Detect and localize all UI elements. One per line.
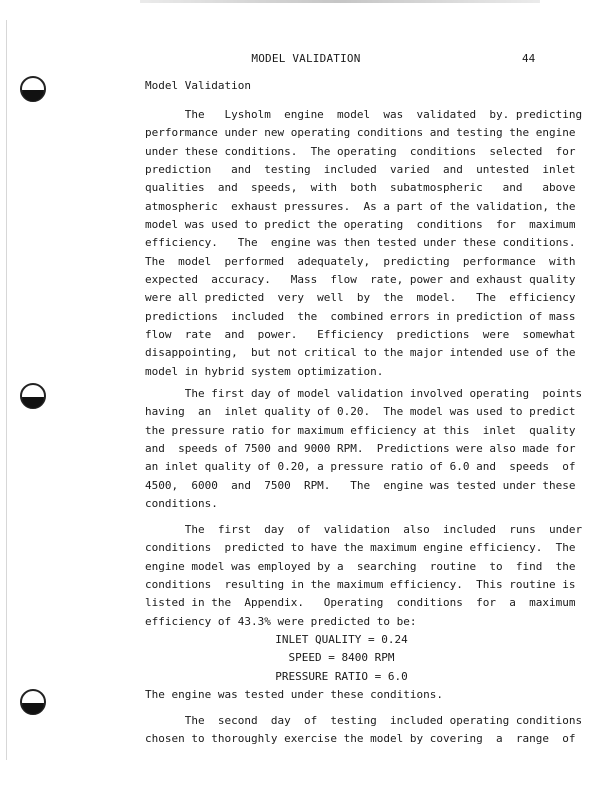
paragraph-line: model was used to predict the operating conditions for maximum (145, 218, 576, 232)
paragraph-line: engine model was employed by a searching routine to find the (145, 559, 576, 573)
binder-hole-bottom (20, 689, 46, 715)
paragraph-line: The Lysholm engine model was validated by. predicting (145, 108, 583, 121)
paragraph-line: performance under new operating conditions and testing the engine (145, 126, 576, 140)
paragraph-line: an inlet quality of 0.20, a pressure ratio of 6.0 and speeds of (145, 460, 576, 474)
paragraph-line: 4500, 6000 and 7500 RPM. The engine was tested under these (145, 478, 576, 492)
paragraph-line: The second day of testing included operating conditions (145, 714, 583, 727)
running-title: MODEL VALIDATION (251, 52, 361, 65)
paragraph-4 (145, 712, 583, 749)
paragraph-line: The first day of validation also included runs under (145, 523, 583, 536)
section-heading: Model Validation (145, 79, 251, 92)
paragraph-line: The model performed adequately, predicting performance with (145, 254, 576, 268)
paragraph-line: listed in the Appendix. Operating conditions for a maximum (145, 596, 576, 610)
paragraph-line: the pressure ratio for maximum efficiency at this inlet quality (145, 423, 576, 437)
paragraph-line: prediction and testing included varied and untested inlet (145, 163, 576, 177)
paragraph-2 (145, 385, 583, 513)
binder-edge (6, 20, 7, 760)
paragraph-line: qualities and speeds, with both subatmospheric and above (145, 181, 576, 195)
paragraph-line: model in hybrid system optimization. (145, 364, 384, 378)
paragraph-line: efficiency. The engine was then tested under these conditions. (145, 236, 576, 250)
paragraph-line: disappointing, but not critical to the major intended use of the (145, 346, 576, 360)
predicted-speed: SPEED = 8400 RPM (288, 651, 395, 665)
paragraph-3 (145, 521, 583, 704)
paragraph-line: and speeds of 7500 and 9000 RPM. Predictions were also made for (145, 442, 576, 456)
paragraph-line: conditions. (145, 497, 218, 511)
paragraph-line: predictions included the combined errors in prediction of mass (145, 309, 576, 323)
paragraph-line: having an inlet quality of 0.20. The model was used to predict (145, 405, 576, 419)
paragraph-line: flow rate and power. Efficiency predictions were somewhat (145, 328, 576, 342)
scan-artifact-top (140, 0, 540, 3)
page-number: 44 (522, 52, 536, 65)
paragraph-line: were all predicted very well by the model. The efficiency (145, 291, 576, 305)
paragraph-line: conditions resulting in the maximum efficiency. This routine is (145, 578, 576, 592)
paragraph-line: efficiency of 43.3% were predicted to be: (145, 614, 417, 628)
paragraph-1 (145, 106, 583, 381)
binder-hole-middle (20, 383, 46, 409)
conclusion-line: The engine was tested under these conditions. (145, 688, 444, 702)
binder-hole-top (20, 76, 46, 102)
paragraph-line: conditions predicted to have the maximum engine efficiency. The (145, 541, 576, 555)
predicted-pressure-ratio: PRESSURE RATIO = 6.0 (275, 669, 408, 683)
paragraph-line: under these conditions. The operating conditions selected for (145, 144, 576, 158)
paragraph-line: The first day of model validation involved operating points (145, 387, 583, 400)
paragraph-line: chosen to thoroughly exercise the model by covering a range of (145, 732, 576, 746)
paragraph-line: expected accuracy. Mass flow rate, power and exhaust quality (145, 273, 576, 287)
paragraph-line: atmospheric exhaust pressures. As a part of the validation, the (145, 199, 576, 213)
predicted-inlet-quality: INLET QUALITY = 0.24 (275, 633, 408, 647)
